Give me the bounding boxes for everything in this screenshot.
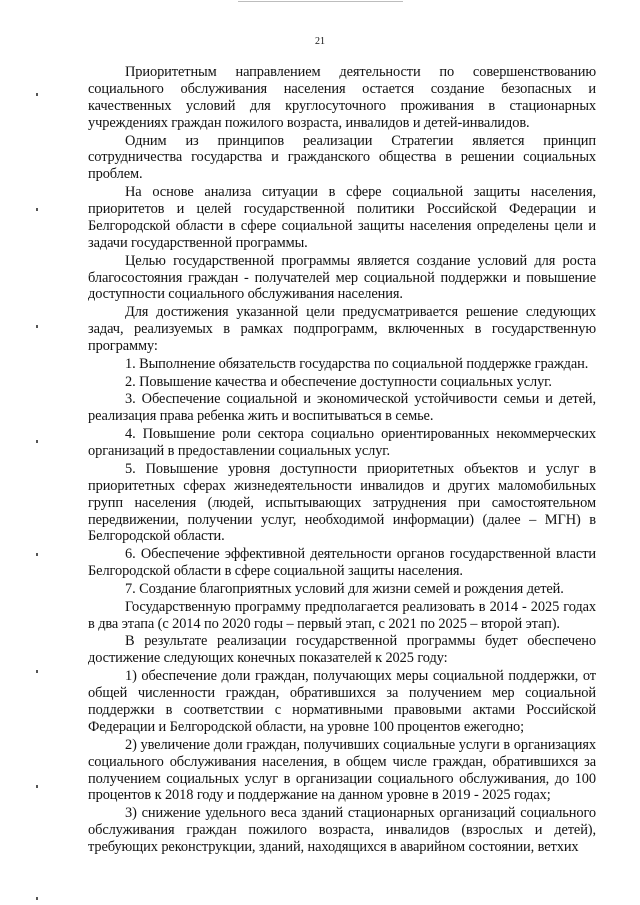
margin-speck (36, 670, 38, 673)
margin-speck (36, 897, 38, 900)
paragraph: Для достижения указанной цели предусматривается решение следующих задач, реализуемых в рамках подпрограмм, включенных в государственную программу: (88, 304, 596, 355)
paragraph: На основе анализа ситуации в сфере социальной защиты населения, приоритетов и целей государственной политики Российской Федерации и Белгородской области в сфере социальной защиты населения определены цели и задачи государственной программы. (88, 184, 596, 251)
list-item: 2. Повышение качества и обеспечение доступности социальных услуг. (125, 373, 552, 390)
paragraph: Одним из принципов реализации Стратегии является принцип сотрудничества государства и гражданского общества в решении социальных проблем. (88, 132, 596, 183)
list-item: 6. Обеспечение эффективной деятельности органов государственной власти Белгородской области в сфере социальной защиты населения. (88, 546, 596, 580)
paragraph: В результате реализации государственной программы будет обеспечено достижение следующих конечных показателей к 2025 году: (88, 633, 596, 667)
document-body (88, 64, 596, 857)
margin-speck (36, 93, 38, 96)
list-item: 5. Повышение уровня доступности приоритетных объектов и услуг в приоритетных сферах жизнедеятельности инвалидов и других маломобильных групп населения (людей, испытывающих затруднения при самостоятельном передвижении, получении услуг, необходимой информации) (далее – МГН) в Белгородской области. (88, 460, 596, 545)
margin-speck (36, 553, 38, 556)
paragraph: Приоритетным направлением деятельности по совершенствованию социального обслуживания населения остается создание безопасных и качественных условий для круглосуточного проживания в стационарных учреждениях граждан пожилого возраста, инвалидов и детей-инвалидов. (88, 64, 596, 131)
indicator-item: 2) увеличение доли граждан, получивших социальные услуги в организациях социального обслуживания населения, в общем числе граждан, обратившихся за получением социальных услуг в организации социального обслуживания, до 100 процентов к 2018 году и поддержание на данном уровне в 2019 - 2025 годах; (88, 736, 596, 804)
paragraph: Целью государственной программы является создание условий для роста благосостояния граждан - получателей мер социальной поддержки и повышение доступности социального обслуживания населения. (88, 252, 596, 303)
paragraph: Государственную программу предполагается реализовать в 2014 - 2025 годах в два этапа (с 2014 по 2020 годы – первый этап, с 2021 по 2025 – второй этап). (88, 598, 596, 632)
list-item: 7. Создание благоприятных условий для жизни семей и рождения детей. (125, 580, 564, 597)
page-number: 21 (315, 36, 325, 47)
margin-speck (36, 785, 38, 788)
margin-speck (36, 440, 38, 443)
list-item: 1. Выполнение обязательств государства по социальной поддержке граждан. (125, 355, 589, 372)
margin-speck (36, 325, 38, 328)
indicator-item: 3) снижение удельного веса зданий стационарных организаций социального обслуживания граждан пожилого возраста, инвалидов (взрослых и детей), требующих реконструкции, зданий, находящихся в аварийном состоянии, ветхих (88, 805, 596, 856)
indicator-item: 1) обеспечение доли граждан, получающих меры социальной поддержки, от общей численности граждан, обратившихся за получением мер социальной поддержки в соответствии с нормативными правовыми актами Российской Федерации и Белгородской области, на уровне 100 процентов ежегодно; (88, 668, 596, 735)
top-edge-line (238, 1, 403, 2)
margin-speck (36, 208, 38, 211)
list-item: 3. Обеспечение социальной и экономической устойчивости семьи и детей, реализация права ребенка жить и воспитываться в семье. (88, 391, 596, 425)
list-item: 4. Повышение роли сектора социально ориентированных некоммерческих организаций в предоставлении социальных услуг. (88, 426, 596, 460)
